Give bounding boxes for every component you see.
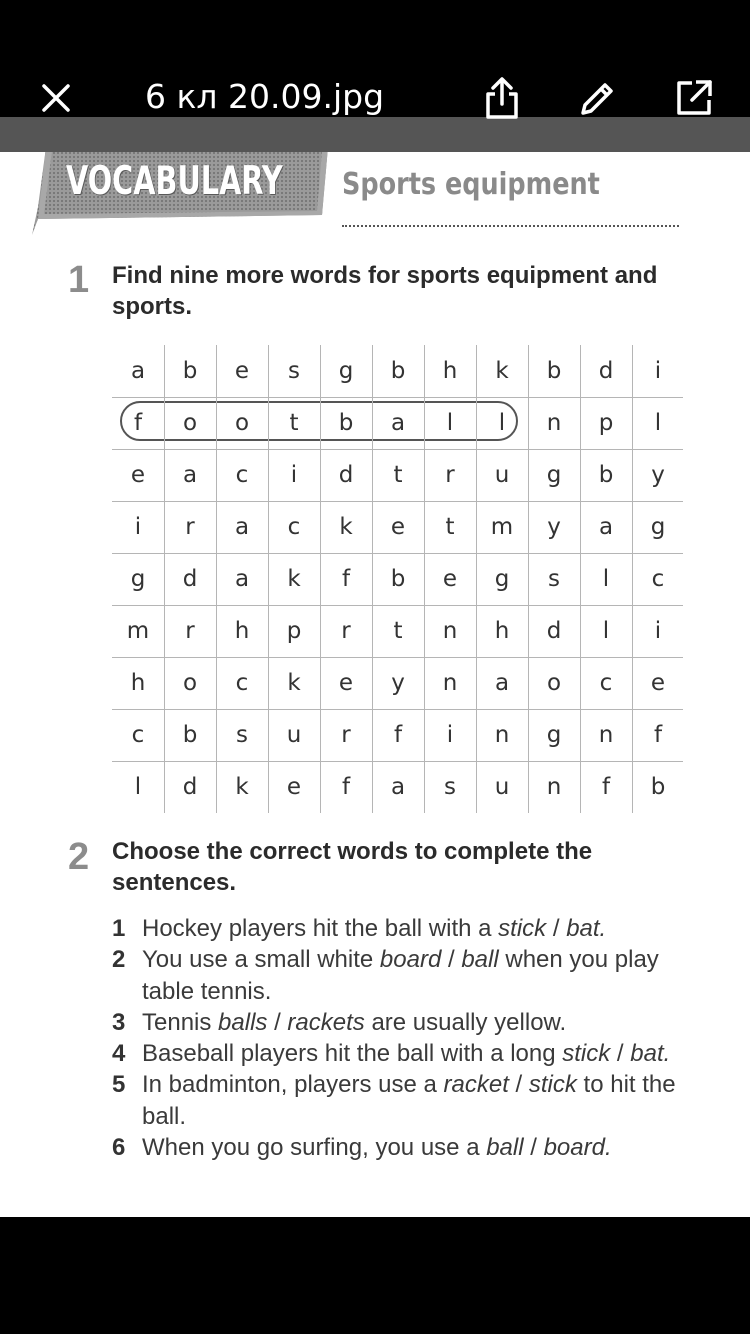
grid-cell: n xyxy=(546,774,562,800)
grid-cell: h xyxy=(494,618,510,644)
sentence-text: Baseball players hit the ball with a long xyxy=(142,1040,563,1068)
exercise-2-number: 2 xyxy=(68,836,90,878)
grid-line-vertical xyxy=(320,345,321,813)
grid-cell: b xyxy=(390,566,406,592)
grid-cell: o xyxy=(234,410,250,436)
grid-cell: d xyxy=(338,462,354,488)
grid-cell: s xyxy=(236,722,248,748)
grid-line-horizontal xyxy=(112,397,683,398)
answer-option: board. xyxy=(543,1134,612,1162)
grid-cell: u xyxy=(494,462,510,488)
grid-cell: g xyxy=(546,462,562,488)
grid-line-vertical xyxy=(372,345,373,813)
grid-line-horizontal xyxy=(112,761,683,762)
sentence-text: / xyxy=(610,1040,631,1068)
sentence-text: / xyxy=(508,1071,529,1099)
sentence-text: are usually yellow. xyxy=(364,1008,567,1036)
title-divider xyxy=(342,225,679,227)
grid-cell: l xyxy=(134,774,142,800)
sentence-number: 5 xyxy=(112,1071,126,1099)
grid-cell: a xyxy=(598,514,614,540)
grid-cell: n xyxy=(546,410,562,436)
grid-cell: s xyxy=(444,774,456,800)
grid-cell: k xyxy=(287,566,301,592)
grid-cell: l xyxy=(446,410,454,436)
grid-cell: l xyxy=(498,410,506,436)
grid-cell: g xyxy=(494,566,510,592)
grid-cell: e xyxy=(338,670,354,696)
viewer-bottom-area xyxy=(0,1217,750,1334)
grid-cell: c xyxy=(131,722,145,748)
grid-cell: g xyxy=(650,514,666,540)
grid-cell: m xyxy=(490,514,514,540)
grid-cell: k xyxy=(287,670,301,696)
grid-cell: y xyxy=(651,462,665,488)
grid-cell: h xyxy=(442,358,458,384)
grid-cell: b xyxy=(598,462,614,488)
grid-cell: t xyxy=(393,462,403,488)
sentence-text: When you go surfing, you use a xyxy=(142,1134,487,1162)
grid-line-horizontal xyxy=(112,605,683,606)
grid-row xyxy=(112,449,683,501)
sentence-item xyxy=(112,1007,692,1038)
exercise-1-instruction: Find nine more words for sports equipment and sports. xyxy=(112,262,658,320)
section-title: Sports equipment xyxy=(342,167,600,202)
answer-option: stick xyxy=(498,915,547,942)
grid-cell: n xyxy=(442,618,458,644)
grid-cell: h xyxy=(130,670,146,696)
grid-cell: n xyxy=(598,722,614,748)
sentence-number: 2 xyxy=(112,946,126,974)
grid-cell: e xyxy=(130,462,146,488)
grid-line-horizontal xyxy=(112,657,683,658)
grid-cell: o xyxy=(182,670,198,696)
grid-line-horizontal xyxy=(112,449,683,450)
grid-cell: y xyxy=(391,670,405,696)
grid-row xyxy=(112,657,683,709)
sentence-item xyxy=(112,1132,692,1163)
grid-cell: e xyxy=(234,358,250,384)
grid-cell: a xyxy=(494,670,510,696)
grid-line-vertical xyxy=(476,345,477,813)
answer-option: board xyxy=(379,946,442,974)
exercise-1-number: 1 xyxy=(68,259,90,301)
sentence-text: / xyxy=(267,1008,288,1036)
grid-cell: i xyxy=(654,618,662,644)
answer-option: ball xyxy=(486,1134,524,1162)
grid-cell: f xyxy=(133,410,143,436)
grid-cell: e xyxy=(286,774,302,800)
grid-line-vertical xyxy=(580,345,581,813)
grid-row xyxy=(112,761,683,813)
grid-cell: a xyxy=(130,358,146,384)
grid-cell: i xyxy=(290,462,298,488)
sentence-list xyxy=(112,913,692,1163)
open-in-new-icon[interactable] xyxy=(670,74,718,122)
grid-row xyxy=(112,709,683,761)
answer-option: balls xyxy=(218,1008,268,1036)
sentence-item xyxy=(112,944,692,1007)
grid-cell: n xyxy=(494,722,510,748)
answer-option: rackets xyxy=(287,1008,365,1036)
grid-cell: b xyxy=(182,722,198,748)
grid-cell: l xyxy=(654,410,662,436)
grid-cell: t xyxy=(445,514,455,540)
grid-cell: a xyxy=(234,566,250,592)
grid-cell: b xyxy=(338,410,354,436)
sentence-text: Tennis xyxy=(142,1008,219,1036)
grid-cell: c xyxy=(287,514,301,540)
grid-cell: l xyxy=(602,618,610,644)
grid-cell: d xyxy=(546,618,562,644)
grid-cell: c xyxy=(235,670,249,696)
grid-cell: r xyxy=(445,462,455,488)
grid-cell: d xyxy=(182,774,198,800)
grid-cell: f xyxy=(341,566,351,592)
grid-cell: c xyxy=(235,462,249,488)
grid-cell: a xyxy=(182,462,198,488)
grid-cell: u xyxy=(494,774,510,800)
edit-icon[interactable] xyxy=(574,74,622,122)
grid-cell: p xyxy=(598,410,614,436)
grid-cell: s xyxy=(548,566,560,592)
sentence-number: 6 xyxy=(112,1134,126,1162)
grid-cell: f xyxy=(341,774,351,800)
grid-cell: g xyxy=(130,566,146,592)
sentence-text: / xyxy=(546,915,567,942)
grid-cell: a xyxy=(390,774,406,800)
viewer-toolbar xyxy=(0,0,750,152)
grid-cell: o xyxy=(182,410,198,436)
toolbar-shadow-band xyxy=(0,117,750,152)
grid-cell: b xyxy=(390,358,406,384)
sentence-item xyxy=(112,1038,692,1069)
sentence-text: / xyxy=(441,946,462,974)
grid-line-vertical xyxy=(268,345,269,813)
grid-cell: a xyxy=(390,410,406,436)
grid-cell: b xyxy=(650,774,666,800)
sentence-item xyxy=(112,913,692,944)
grid-cell: f xyxy=(393,722,403,748)
grid-row xyxy=(112,553,683,605)
grid-cell: b xyxy=(182,358,198,384)
word-search-grid xyxy=(112,345,683,813)
close-icon[interactable] xyxy=(32,74,80,122)
grid-cell: y xyxy=(547,514,561,540)
grid-cell: t xyxy=(289,410,299,436)
grid-line-horizontal xyxy=(112,553,683,554)
grid-cell: k xyxy=(495,358,509,384)
answer-option: ball xyxy=(461,946,499,974)
sentence-text: Hockey players hit the ball with a xyxy=(142,915,499,942)
sentence-text: In badminton, players use a xyxy=(142,1071,444,1099)
answer-option: stick xyxy=(562,1040,611,1068)
grid-line-horizontal xyxy=(112,501,683,502)
grid-cell: r xyxy=(185,618,195,644)
share-icon[interactable] xyxy=(478,74,526,122)
sentence-item xyxy=(112,1069,692,1132)
answer-option: bat. xyxy=(566,915,607,942)
grid-cell: o xyxy=(546,670,562,696)
grid-row xyxy=(112,605,683,657)
grid-row xyxy=(112,501,683,553)
grid-row xyxy=(112,345,683,397)
grid-cell: t xyxy=(393,618,403,644)
grid-cell: g xyxy=(546,722,562,748)
grid-line-vertical xyxy=(216,345,217,813)
grid-cell: i xyxy=(654,358,662,384)
sentence-number: 1 xyxy=(112,915,126,942)
grid-cell: m xyxy=(126,618,150,644)
grid-cell: g xyxy=(338,358,354,384)
grid-cell: r xyxy=(185,514,195,540)
grid-line-vertical xyxy=(528,345,529,813)
answer-option: racket xyxy=(443,1071,509,1099)
grid-cell: e xyxy=(650,670,666,696)
answer-option: bat. xyxy=(630,1040,671,1068)
grid-cell: f xyxy=(601,774,611,800)
sentence-text: to hit the ball. xyxy=(142,1071,676,1130)
grid-cell: k xyxy=(235,774,249,800)
grid-cell: f xyxy=(653,722,663,748)
grid-cell: c xyxy=(599,670,613,696)
grid-cell: n xyxy=(442,670,458,696)
exercise-2-instruction: Choose the correct words to complete the sentences. xyxy=(112,838,593,896)
grid-row xyxy=(112,397,683,449)
grid-line-vertical xyxy=(424,345,425,813)
vocabulary-heading: VOCABULARY xyxy=(66,159,283,204)
grid-cell: h xyxy=(234,618,250,644)
grid-line-vertical xyxy=(164,345,165,813)
grid-cell: e xyxy=(442,566,458,592)
grid-cell: b xyxy=(546,358,562,384)
sentence-number: 3 xyxy=(112,1008,126,1036)
sentence-text: / xyxy=(523,1134,544,1162)
grid-cell: r xyxy=(341,618,351,644)
grid-cell: c xyxy=(651,566,665,592)
grid-cell: r xyxy=(341,722,351,748)
grid-cell: l xyxy=(602,566,610,592)
grid-cell: p xyxy=(286,618,302,644)
grid-cell: s xyxy=(288,358,300,384)
grid-cell: i xyxy=(446,722,454,748)
grid-cell: a xyxy=(234,514,250,540)
grid-cell: e xyxy=(390,514,406,540)
answer-option: stick xyxy=(528,1071,577,1099)
grid-cell: d xyxy=(182,566,198,592)
grid-cell: k xyxy=(339,514,353,540)
sentence-text: when you play table tennis. xyxy=(142,946,659,1005)
grid-cell: d xyxy=(598,358,614,384)
grid-line-horizontal xyxy=(112,709,683,710)
grid-cell: i xyxy=(134,514,142,540)
document-image[interactable] xyxy=(0,117,750,1217)
file-name: 6 кл 20.09.jpg xyxy=(145,77,385,116)
sentence-text: You use a small white xyxy=(142,946,380,974)
sentence-number: 4 xyxy=(112,1040,126,1068)
grid-line-vertical xyxy=(632,345,633,813)
grid-cell: u xyxy=(286,722,302,748)
